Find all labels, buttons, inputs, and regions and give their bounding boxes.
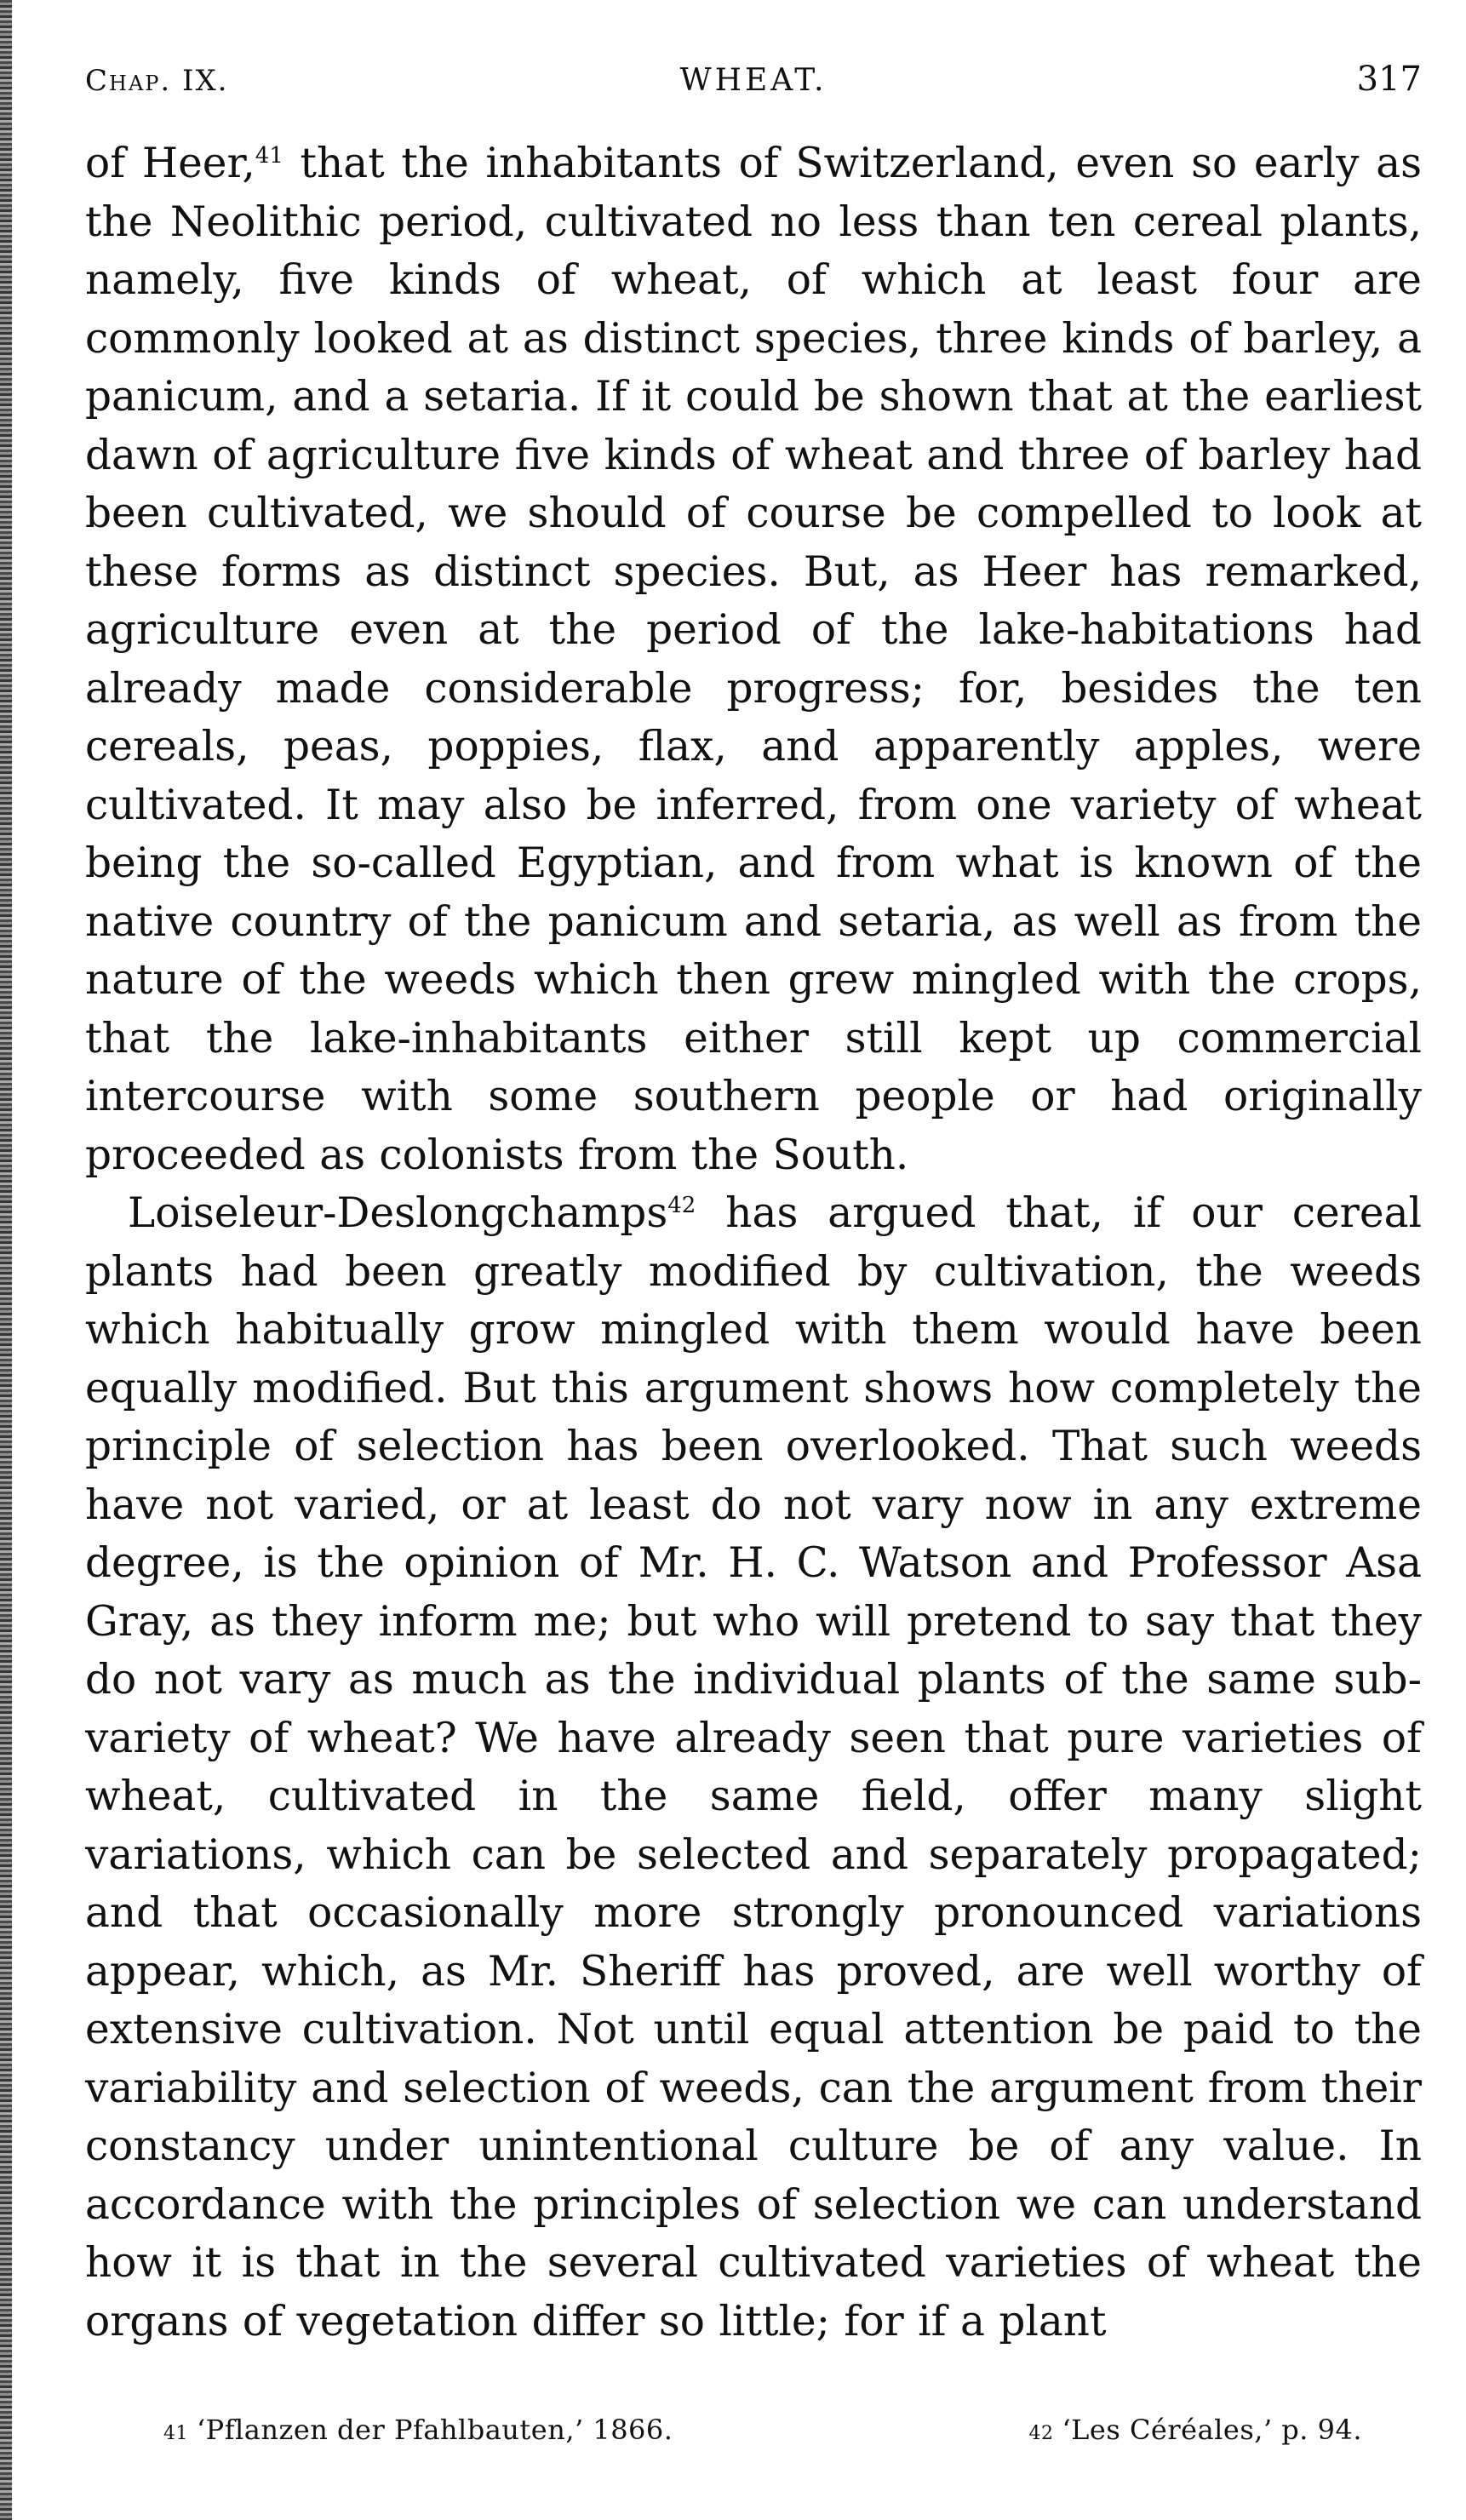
- footnote-reference[interactable]: 41: [255, 142, 283, 169]
- book-page: [85, 60, 1422, 2351]
- footnote-42: 42 ‘Les Céréales,’ p. 94.: [1028, 2414, 1362, 2446]
- running-title: WHEAT.: [679, 63, 827, 98]
- page-number: 317: [1356, 60, 1422, 99]
- footnote-reference[interactable]: 42: [667, 1192, 696, 1218]
- footnote-41: 41 ‘Pflanzen der Pfahlbauten,’ 1866.: [163, 2414, 673, 2446]
- paragraph-2: [85, 1184, 1422, 2351]
- binding-edge: [0, 0, 12, 2520]
- footnote-text: ‘Pflanzen der Pfahlbauten,’ 1866.: [197, 2414, 673, 2446]
- paragraph-text: has argued that, if our cereal plants had been greatly modified by cultivation, the weeds which habitually grow mingled with them would have been equally modified. But this argument shows how completely the principle of selection has been overlooked. That such weeds have not varied, or at least do not vary now in any extreme degree, is the opinion of Mr. H. C. Watson and Professor Asa Gray, as they inform me; but who will pretend to say that they do not vary as much as the individual plants of the same sub-variety of wheat? We have already seen that pure varieties of wheat, cultivated in the same field, offer many slight variations, which can be selected and separately propagated; and that occasionally more strongly pronounced variations appear, which, as Mr. Sheriff has proved, are well worthy of extensive cultivation. Not until equal attention be paid to the variability and selection of weeds, can the argument from their constancy under unintentional culture be of any value. In accordance with the principles of selection we can understand how it is that in the several cultivated varieties of wheat the organs of vegetation differ so little; for if a plant: [85, 1189, 1422, 2345]
- chapter-label: Chap. IX.: [85, 64, 229, 98]
- paragraph-text: that the inhabitants of Switzerland, even so early as the Neolithic period, cultivated no less than ten cereal plants, namely, five kinds of wheat, of which at least four are commonly looked at as distinct species, three kinds of barley, a panicum, and a setaria. If it could be shown that at the earliest dawn of agriculture five kinds of wheat and three of barley had been cultivated, we should of course be compelled to look at these forms as distinct species. But, as Heer has remarked, agriculture even at the period of the lake-habitations had already made considerable progress; for, besides the ten cereals, peas, poppies, flax, and apparently apples, were cultivated. It may also be inferred, from one variety of wheat being the so-called Egyptian, and from what is known of the native country of the panicum and setaria, as well as from the nature of the weeds which then grew mingled with the crops, that the lake-inhabitants either still kept up commercial intercourse with some southern people or had originally proceeded as colonists from the South.: [85, 140, 1423, 1179]
- footnote-text: ‘Les Céréales,’ p. 94.: [1062, 2414, 1362, 2446]
- paragraph-text: of Heer,: [85, 140, 255, 187]
- running-head: [85, 60, 1422, 111]
- paragraph-1: [85, 135, 1422, 1184]
- paragraph-text: Loiseleur-Deslongchamps: [128, 1189, 668, 1237]
- body-text: [85, 135, 1422, 2351]
- footnotes: [85, 2414, 1422, 2446]
